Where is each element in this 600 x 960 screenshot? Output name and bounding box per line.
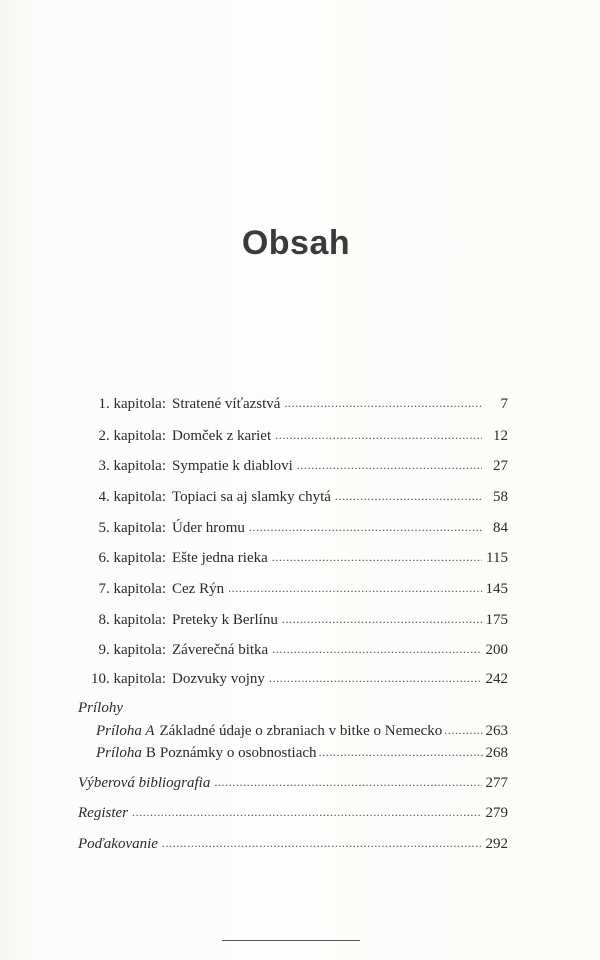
- chapter-title: Dozvuky vojny: [172, 671, 265, 687]
- back-matter-title: Register: [78, 805, 128, 821]
- dot-leader: [282, 609, 482, 629]
- appendix-label: Príloha A: [96, 723, 155, 739]
- chapter-title: Sympatie k diablovi: [172, 458, 293, 474]
- chapter-title: Ešte jedna rieka: [172, 550, 268, 566]
- toc-entry: [78, 579, 508, 599]
- dot-leader: [132, 802, 482, 822]
- dot-leader: [228, 578, 481, 598]
- page-number: 84: [493, 520, 508, 536]
- toc-entry: [78, 773, 508, 793]
- chapter-title: Stratené víťazstvá: [172, 396, 281, 412]
- page-number: 12: [493, 428, 508, 444]
- toc-entry: [78, 669, 508, 689]
- toc-entry: [78, 456, 508, 476]
- chapter-title: Cez Rýn: [172, 581, 225, 597]
- chapter-number: 4. kapitola:: [98, 489, 166, 505]
- chapter-number: 2. kapitola:: [98, 428, 166, 444]
- toc-entry: [78, 803, 508, 823]
- appendix-title: Základné údaje o zbraniach v bitke o Nemecko: [159, 723, 443, 739]
- dot-leader: [214, 772, 481, 792]
- chapter-number: 9. kapitola:: [98, 642, 166, 658]
- dot-leader: [284, 393, 482, 413]
- page-number: 58: [493, 489, 508, 505]
- page-number: 242: [485, 671, 508, 687]
- page-number: 7: [500, 396, 508, 412]
- page-number: 279: [485, 805, 508, 821]
- appendix-title: Poznámky o osobnostiach: [159, 745, 317, 761]
- chapter-number: 5. kapitola:: [98, 520, 166, 536]
- page-number: 268: [485, 745, 508, 761]
- chapter-title: Domček z kariet: [172, 428, 272, 444]
- chapter-number: 7. kapitola:: [98, 581, 166, 597]
- dot-leader: [162, 833, 482, 853]
- chapter-title: Úder hromu: [172, 520, 245, 536]
- dot-leader: [297, 455, 482, 475]
- page-number: 263: [485, 723, 508, 739]
- dot-leader: [444, 720, 483, 740]
- back-matter-title: Poďakovanie: [78, 836, 158, 852]
- toc-entry: [78, 640, 508, 660]
- chapter-title: Preteky k Berlínu: [172, 612, 278, 628]
- chapter-number: 1. kapitola:: [98, 396, 166, 412]
- page-number: 292: [485, 836, 508, 852]
- chapter-number: 3. kapitola:: [98, 458, 166, 474]
- appendix-entry: [96, 721, 508, 741]
- back-matter-title: Výberová bibliografia: [78, 775, 211, 791]
- appendices-heading: Prílohy: [78, 700, 123, 716]
- toc-entry: [78, 394, 508, 414]
- dot-leader: [272, 639, 481, 659]
- chapter-number: 10. kapitola:: [91, 671, 166, 687]
- page-number: 200: [485, 642, 508, 658]
- page-number: 277: [485, 775, 508, 791]
- chapter-number: 6. kapitola:: [98, 550, 166, 566]
- chapter-number: 8. kapitola:: [98, 612, 166, 628]
- chapter-title: Záverečná bitka: [172, 642, 269, 658]
- appendix-entry: [96, 743, 508, 763]
- chapter-title: Topiaci sa aj slamky chytá: [172, 489, 331, 505]
- page-number: 145: [485, 581, 508, 597]
- toc-entry: [78, 834, 508, 854]
- page-number: 175: [485, 612, 508, 628]
- dot-leader: [335, 486, 482, 506]
- dot-leader: [249, 517, 482, 537]
- dot-leader: [272, 547, 482, 567]
- dot-leader: [319, 742, 484, 762]
- page-number: 115: [486, 550, 508, 566]
- toc-entry: [78, 487, 508, 507]
- bottom-rule: [222, 940, 360, 941]
- dot-leader: [275, 425, 482, 445]
- appendix-letter: B: [145, 745, 156, 761]
- appendix-label: Príloha: [96, 745, 142, 761]
- page-title: Obsah: [241, 224, 351, 262]
- toc-entry: [78, 426, 508, 446]
- dot-leader: [269, 668, 482, 688]
- toc-entry: [78, 548, 508, 568]
- page-number: 27: [493, 458, 508, 474]
- toc-entry: [78, 610, 508, 630]
- toc-entry: [78, 518, 508, 538]
